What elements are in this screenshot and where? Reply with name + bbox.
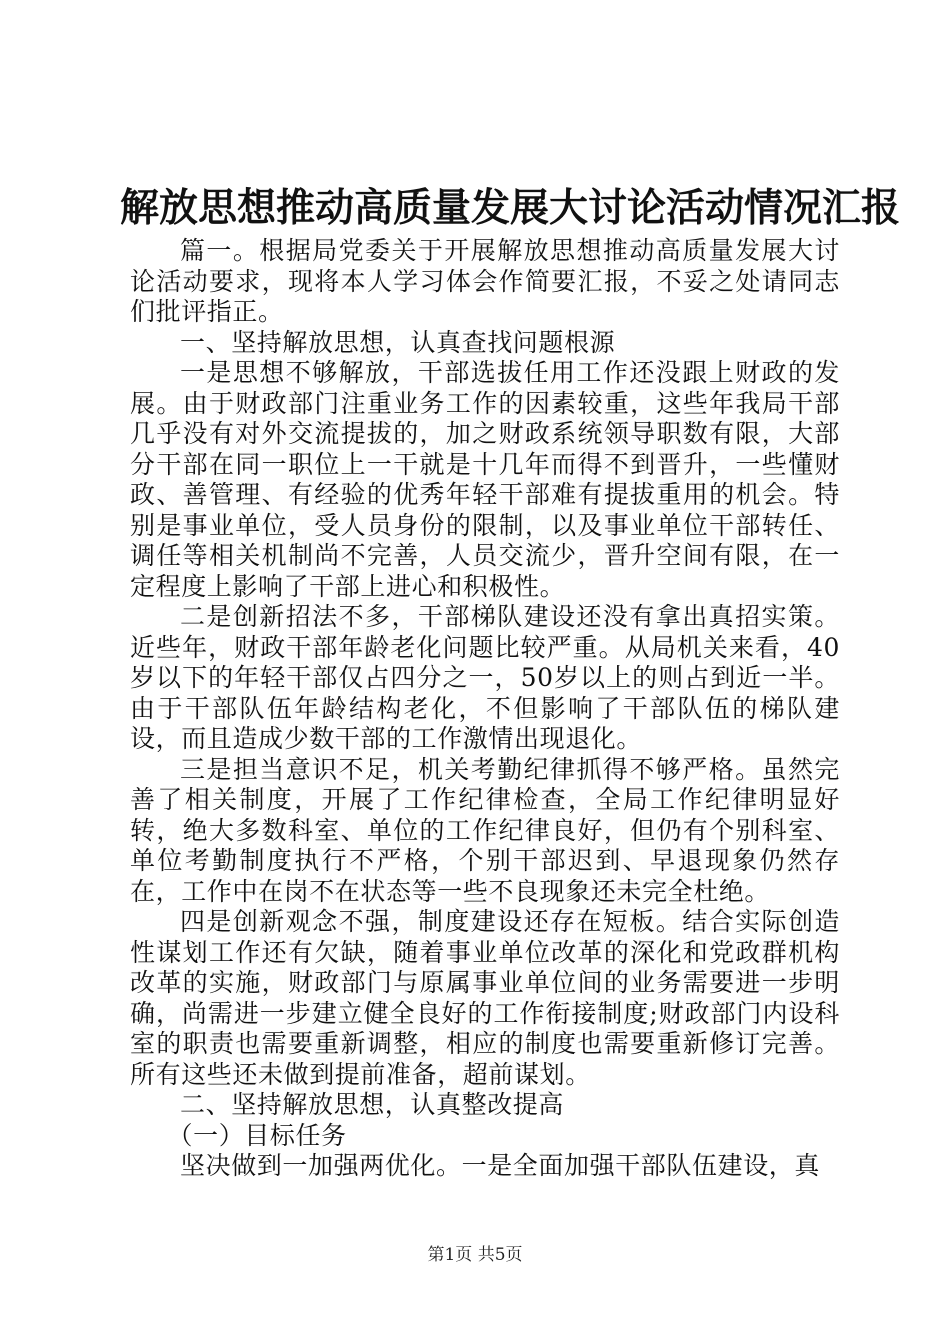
- paragraph-point-1: 一是思想不够解放，干部选拔任用工作还没跟上财政的发展。由于财政部门注重业务工作的因素较重，这些年我局干部几乎没有对外交流提拔的，加之财政系统领导职数有限，大部分干部在同一职位上一干就是十几年而得不到晋升，一些懂财政、善管理、有经验的优秀年轻干部难有提拔重用的机会。特别是事业单位，受人员身份的限制，以及事业单位干部转任、调任等相关机制尚不完善，人员交流少，晋升空间有限，在一定程度上影响了干部上进心和积极性。: [130, 358, 840, 601]
- paragraph-goals: 坚决做到一加强两优化。一是全面加强干部队伍建设，真: [180, 1151, 821, 1180]
- document-title: 解放思想推动高质量发展大讨论活动情况汇报: [120, 185, 901, 231]
- section-heading-1: 一、坚持解放思想，认真查找问题根源: [180, 327, 616, 357]
- page-footer: 第1页 共5页: [427, 1245, 523, 1265]
- subsection-heading: （一）目标任务: [167, 1120, 347, 1150]
- section-heading-2: 二、坚持解放思想，认真整改提高: [180, 1090, 565, 1119]
- paragraph-point-2: 二是创新招法不多，干部梯队建设还没有拿出真招实策。近些年，财政干部年龄老化问题比较严重。从局机关来看，40岁以下的年轻干部仅占四分之一，50岁以上的则占到近一半。由于干部队伍年龄结构老化，不但影响了干部队伍的梯队建设，而且造成少数干部的工作激情出现退化。: [130, 602, 840, 753]
- paragraph-point-3: 三是担当意识不足，机关考勤纪律抓得不够严格。虽然完善了相关制度，开展了工作纪律检查，全局工作纪律明显好转，绝大多数科室、单位的工作纪律良好，但仍有个别科室、单位考勤制度执行不严格，个别干部迟到、早退现象仍然存在，工作中在岗不在状态等一些不良现象还未完全杜绝。: [130, 754, 840, 906]
- paragraph-point-4: 四是创新观念不强，制度建设还存在短板。结合实际创造性谋划工作还有欠缺，随着事业单位改革的深化和党政群机构改革的实施，财政部门与原属事业单位间的业务需要进一步明确，尚需进一步建立健全良好的工作衔接制度;财政部门内设科室的职责也需要重新调整，相应的制度也需要重新修订完善。所有这些还未做到提前准备，超前谋划。: [130, 907, 840, 1089]
- document-body: [130, 236, 840, 1182]
- paragraph-intro: 篇一。根据局党委关于开展解放思想推动高质量发展大讨论活动要求，现将本人学习体会作简要汇报，不妥之处请同志们批评指正。: [130, 236, 840, 326]
